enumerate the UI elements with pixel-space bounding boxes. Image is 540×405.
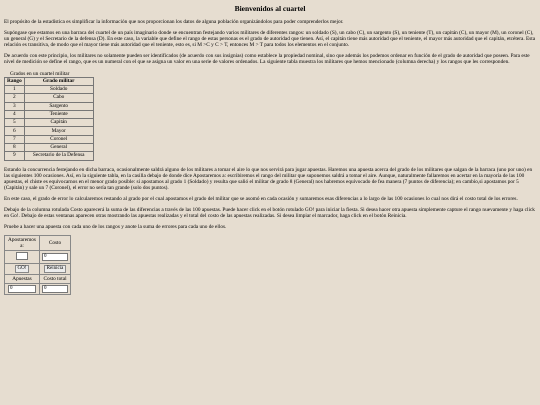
grade-cell: Sargento: [24, 102, 93, 110]
calculator-totals-row: [5, 284, 71, 295]
error-paragraph: En este caso, el grado de error lo calcularemos restando al grado por el cual apostamos el grado del militar que se asomó en cada ocasión y sumaremos esas diferencias a lo largo de las 100 ocasiones lo cual nos dirá el costo total de los errores.: [4, 196, 518, 202]
try-paragraph: Pruebe a hacer una apuesta con cada uno de los rangos y anote la suma de errores para cada uno de ellos.: [4, 224, 227, 231]
cost-label: Costo: [40, 236, 71, 251]
calculator-button-row: [5, 264, 71, 275]
intro-paragraph: El propósito de la estadística es simplificar la información que nos proporcionan los datos de alguna población organizándolos para poder comprenderlos mejor.: [4, 19, 344, 25]
total-cost-label: Costo total: [40, 275, 71, 284]
table-row: [5, 144, 94, 152]
rank-cell: 5: [5, 119, 25, 127]
table-row: [5, 135, 94, 143]
table-row: [5, 152, 94, 160]
rank-cell: 9: [5, 152, 25, 160]
rank-cell: 7: [5, 135, 25, 143]
table-row: [5, 85, 94, 93]
rank-explanation-paragraph: De acuerdo con este principio, los militares no solamente pueden ser identificados (de acuerdo con sus insignias) como establece la propiedad nominal, sino que además los podemos ordenar en función de el grado de autoridad que poseen. Para este nivel de medición se define el rango, que es un numeral con el que se asigna un valor en una serie de valores ordenados. La siguiente tabla muestra los militares que hemos mencionado (columna derecha) y los rangos que les corresponden.: [4, 53, 530, 66]
grade-cell: Soldado: [24, 85, 93, 93]
bet-label: Apostaremos a:: [5, 236, 40, 251]
rank-cell: 1: [5, 85, 25, 93]
table-row: [5, 94, 94, 102]
rank-cell: 6: [5, 127, 25, 135]
page-title: Bienvenidos al cuartel: [234, 4, 306, 13]
grade-cell: Teniente: [24, 110, 93, 118]
ranks-table: [4, 77, 94, 161]
calculator-totals-header-row: [5, 275, 71, 284]
grade-cell: Capitán: [24, 119, 93, 127]
calculator-input-row: [5, 251, 71, 264]
rank-cell: 2: [5, 94, 25, 102]
grade-column-header: Grado militar: [24, 77, 93, 85]
rank-column-header: Rango: [5, 77, 25, 85]
grade-cell: Mayor: [24, 127, 93, 135]
cost-field[interactable]: 0: [42, 253, 68, 261]
ranks-table-header-row: [5, 77, 94, 85]
bet-input[interactable]: [16, 252, 28, 260]
ranks-table-caption: Grados en un cuartel militar: [10, 70, 70, 77]
scenario-paragraph: Supóngase que estamos en una barraca del cuartel de un país imaginario donde se encuentran festejando varios militares de diferentes rangos: un soldado (S), un cabo (C), un sargento (S), un teniente (T), un capitán (C), un mayor (M), un coronel (C), un general (G) y el Secretario de la defensa (D). En este caso, la variable que define el rango de estas personas es el grado de autoridad que tienen. Así, el capitán tiene más autoridad que el teniente, el mayor más autoridad que el capitán, etcétera. Esta relación es transitiva, de modo que el mayor tiene más autoridad que el teniente, esto es, si M >C y C > T, entonces M > T para todos los elementos en el conjunto.: [4, 30, 536, 49]
table-row: [5, 102, 94, 110]
betting-calculator: [4, 235, 71, 295]
go-button[interactable]: GO!: [15, 265, 30, 273]
grade-cell: General: [24, 144, 93, 152]
total-cost-field[interactable]: 0: [42, 285, 68, 293]
calculator-header-row: [5, 236, 71, 251]
bets-label: Apuestas: [5, 275, 40, 284]
reset-button[interactable]: Reinicia: [44, 265, 67, 273]
grade-cell: Coronel: [24, 135, 93, 143]
instructions-paragraph: Debajo de la columna rotulada Costo aparecerá la suma de las diferencias a través de las 100 apuestas. Puede hacer click en el botón rotulado GO! para iniciar la fiesta. Si desea hacer otra apuesta simplemente capture el rango nuevamente y haga click en Go!. Debajo de estas ventanas aparecen otras mostrando las apuestas realizadas y el total del costo de las apuestas realizadas. Si desea limpiar el marcador, haga click en el botón Reinicia.: [4, 207, 535, 220]
table-row: [5, 110, 94, 118]
grade-cell: Secretario de la Defensa: [24, 152, 93, 160]
rank-cell: 8: [5, 144, 25, 152]
rank-cell: 3: [5, 102, 25, 110]
table-row: [5, 127, 94, 135]
rank-cell: 4: [5, 110, 25, 118]
table-row: [5, 119, 94, 127]
bets-field[interactable]: 0: [8, 285, 36, 293]
betting-paragraph: Estando la concurrencia festejando en dicha barraca, ocasionalmente saldrá alguno de los militares a tomar el aire lo que nos servirá para jugar apuestas. Haremos una apuesta acerca del grado de los militares que salgan de la barraca (uno por uno) en las siguientes 100 ocasiones. Así, en la siguiente tabla, en la casilla debajo de donde dice Apostaremos a: escribiremos el rango del militar que suponemos saldrá a tomar el aire. Aunque, naturalmente fallaremos en acertar en la mayoría de las 100 apuestas, el chiste es equivocarnos en el menor grado posible: si apostamos al grado 1 (Soldado) y resulta que salió el militar de grado 8 (General) nos habremos equivocado de fea manera (7 puntos de diferencia); en cambio,si apostamos por 5 (Capitán) y sale un 7 (Coronel), el error no sería tan grande (solo dos puntos).: [4, 166, 533, 191]
grade-cell: Cabo: [24, 94, 93, 102]
